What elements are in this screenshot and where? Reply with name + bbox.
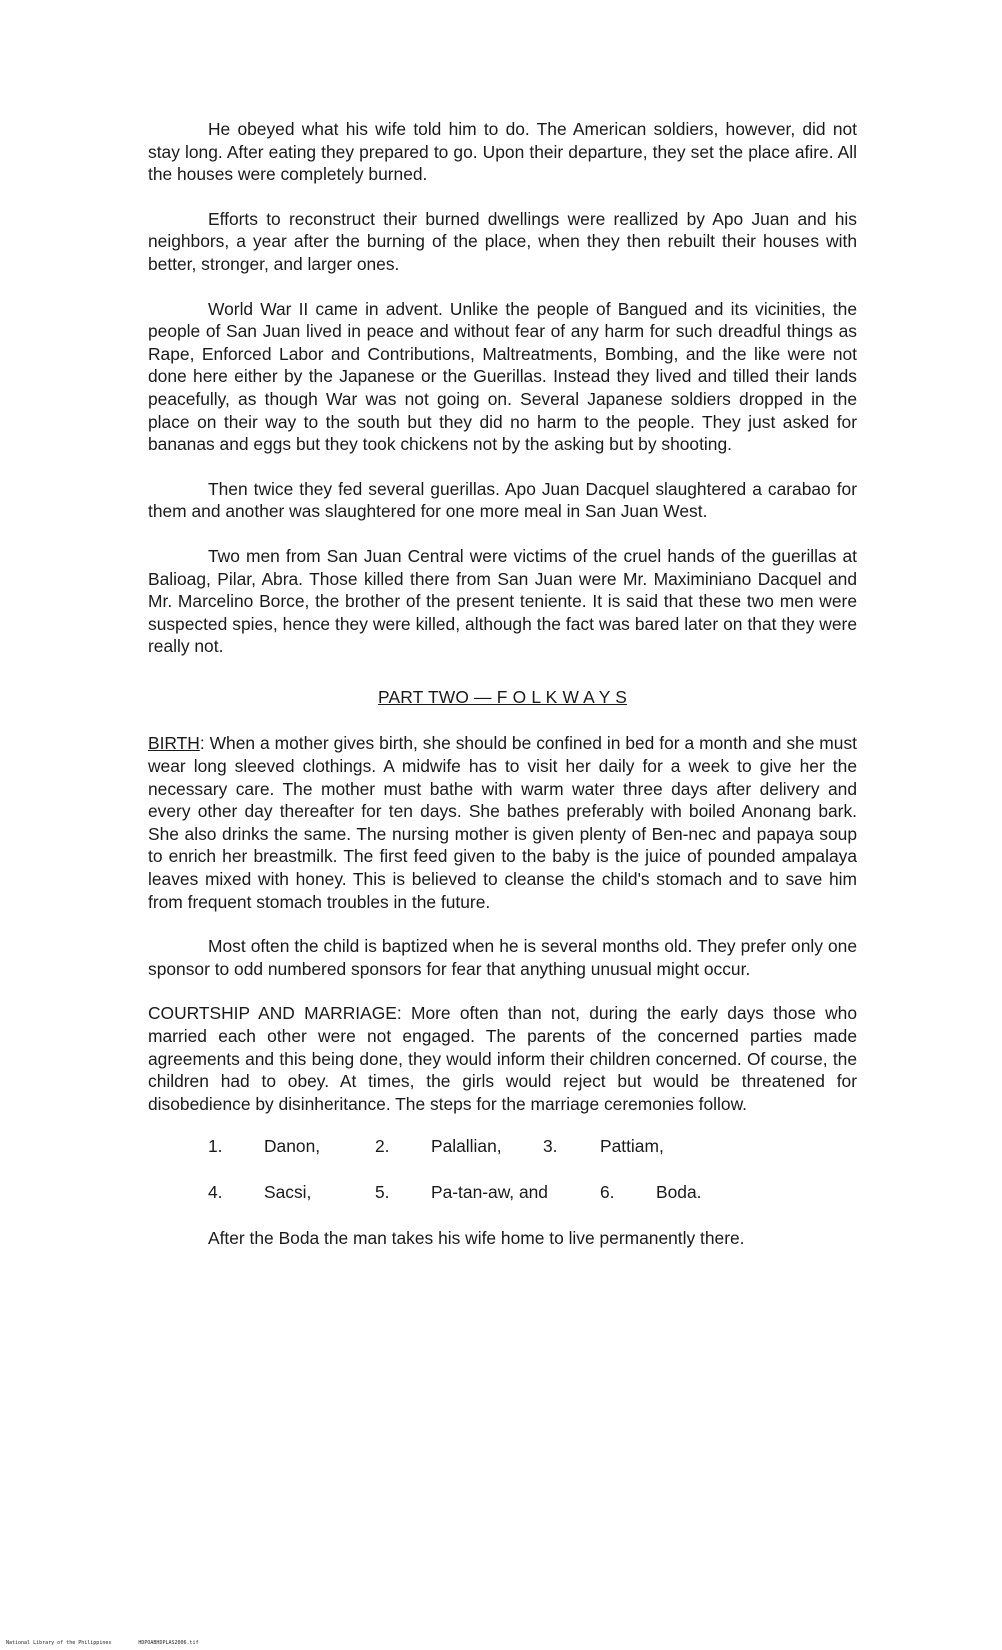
paragraph-world-war-ii: World War II came in advent. Unlike the people of Bangued and its vicinities, the people of San Juan lived in peace and without fear of any harm for such dreadful things as Rape, Enforced Labor and Contributions, Maltreatments, Bombing, and the like were not done here either by the Japanese or the Guerillas. Instead they lived and tilled their lands peacefully, as though War was not going on. Several Japanese soldiers dropped in the place on their way to the south but they did no harm to the people. They just asked for bananas and eggs but they took chickens not by the asking but by shooting. <box>148 298 857 455</box>
document-body <box>148 118 857 1249</box>
section-title-folkways: PART TWO — F O L K W A Y S <box>377 686 628 707</box>
step-name: Pattiam, <box>600 1136 664 1157</box>
step-number: 1. <box>208 1136 223 1157</box>
paragraph-courtship-marriage: COURTSHIP AND MARRIAGE: More often than not, during the early days those who married each other were not engaged. The parents of the concerned parties made agreements and this being done, they would inform their children concerned. Of course, the children had to obey. At times, the girls would reject but would be threatened for disobedience by disinheritance. The steps for the marriage ceremonies follow. <box>148 1003 857 1114</box>
paragraph-reconstruction: Efforts to reconstruct their burned dwellings were reallized by Apo Juan and his neighbors, a year after the burning of the place, when they then rebuilt their houses with better, stronger, and larger ones. <box>148 208 857 274</box>
scan-footer <box>6 1640 223 1646</box>
step-name: Palallian, <box>431 1136 502 1157</box>
paragraph-baptism: Most often the child is baptized when he is several months old. They prefer only one sponsor to odd numbered sponsors for fear that anything unusual might occur. <box>148 936 857 979</box>
paragraph-guerillas-fed: Then twice they fed several guerillas. Apo Juan Dacquel slaughtered a carabao for them and another was slaughtered for one more meal in San Juan West. <box>148 478 857 522</box>
step-name: Boda. <box>656 1181 702 1202</box>
step-number: 5. <box>375 1181 390 1202</box>
marriage-steps-row-2 <box>208 1181 857 1204</box>
marriage-steps-row-1 <box>208 1135 857 1158</box>
step-number: 6. <box>600 1181 615 1202</box>
footer-library-name: National Library of the Philippines <box>6 1640 112 1646</box>
footer-file-code: HDPOABHDPLAS2006.tif <box>138 1640 199 1646</box>
step-name: Pa-tan-aw, and <box>431 1181 548 1202</box>
step-number: 4. <box>208 1181 223 1202</box>
birth-heading: BIRTH <box>148 733 200 754</box>
paragraph-soldiers-departure: He obeyed what his wife told him to do. The American soldiers, however, did not stay long. After eating they prepared to go. Upon their departure, they set the place afire. All the houses were completely burned. <box>148 119 857 185</box>
step-number: 3. <box>543 1136 558 1157</box>
step-name: Danon, <box>264 1136 321 1157</box>
step-name: Sacsi, <box>264 1181 312 1202</box>
step-number: 2. <box>375 1136 390 1157</box>
paragraph-closing: After the Boda the man takes his wife home to live permanently there. <box>208 1227 745 1248</box>
paragraph-birth <box>148 732 857 913</box>
marriage-steps-list <box>208 1135 857 1203</box>
paragraph-victims: Two men from San Juan Central were victims of the cruel hands of the guerillas at Balioag, Pilar, Abra. Those killed there from San Juan were Mr. Maximiniano Dacquel and Mr. Marcelino Borce, the brother of the present teniente. It is said that these two men were suspected spies, hence they were killed, although the fact was bared later on that they were really not. <box>148 545 857 657</box>
birth-text: : When a mother gives birth, she should be confined in bed for a month and she must wear long sleeved clothings. A midwife has to visit her daily for a week to give her the necessary care. The mother must bathe with warm water three days after delivery and every other day thereafter for ten days. She bathes preferably with boiled Anonang bark. She also drinks the same. The nursing mother is given plenty of Ben-nec and papaya soup to enrich her breastmilk. The first feed given to the baby is the juice of pounded ampalaya leaves mixed with honey. This is believed to cleanse the child's stomach and to save him from frequent stomach troubles in the future. <box>148 733 857 912</box>
